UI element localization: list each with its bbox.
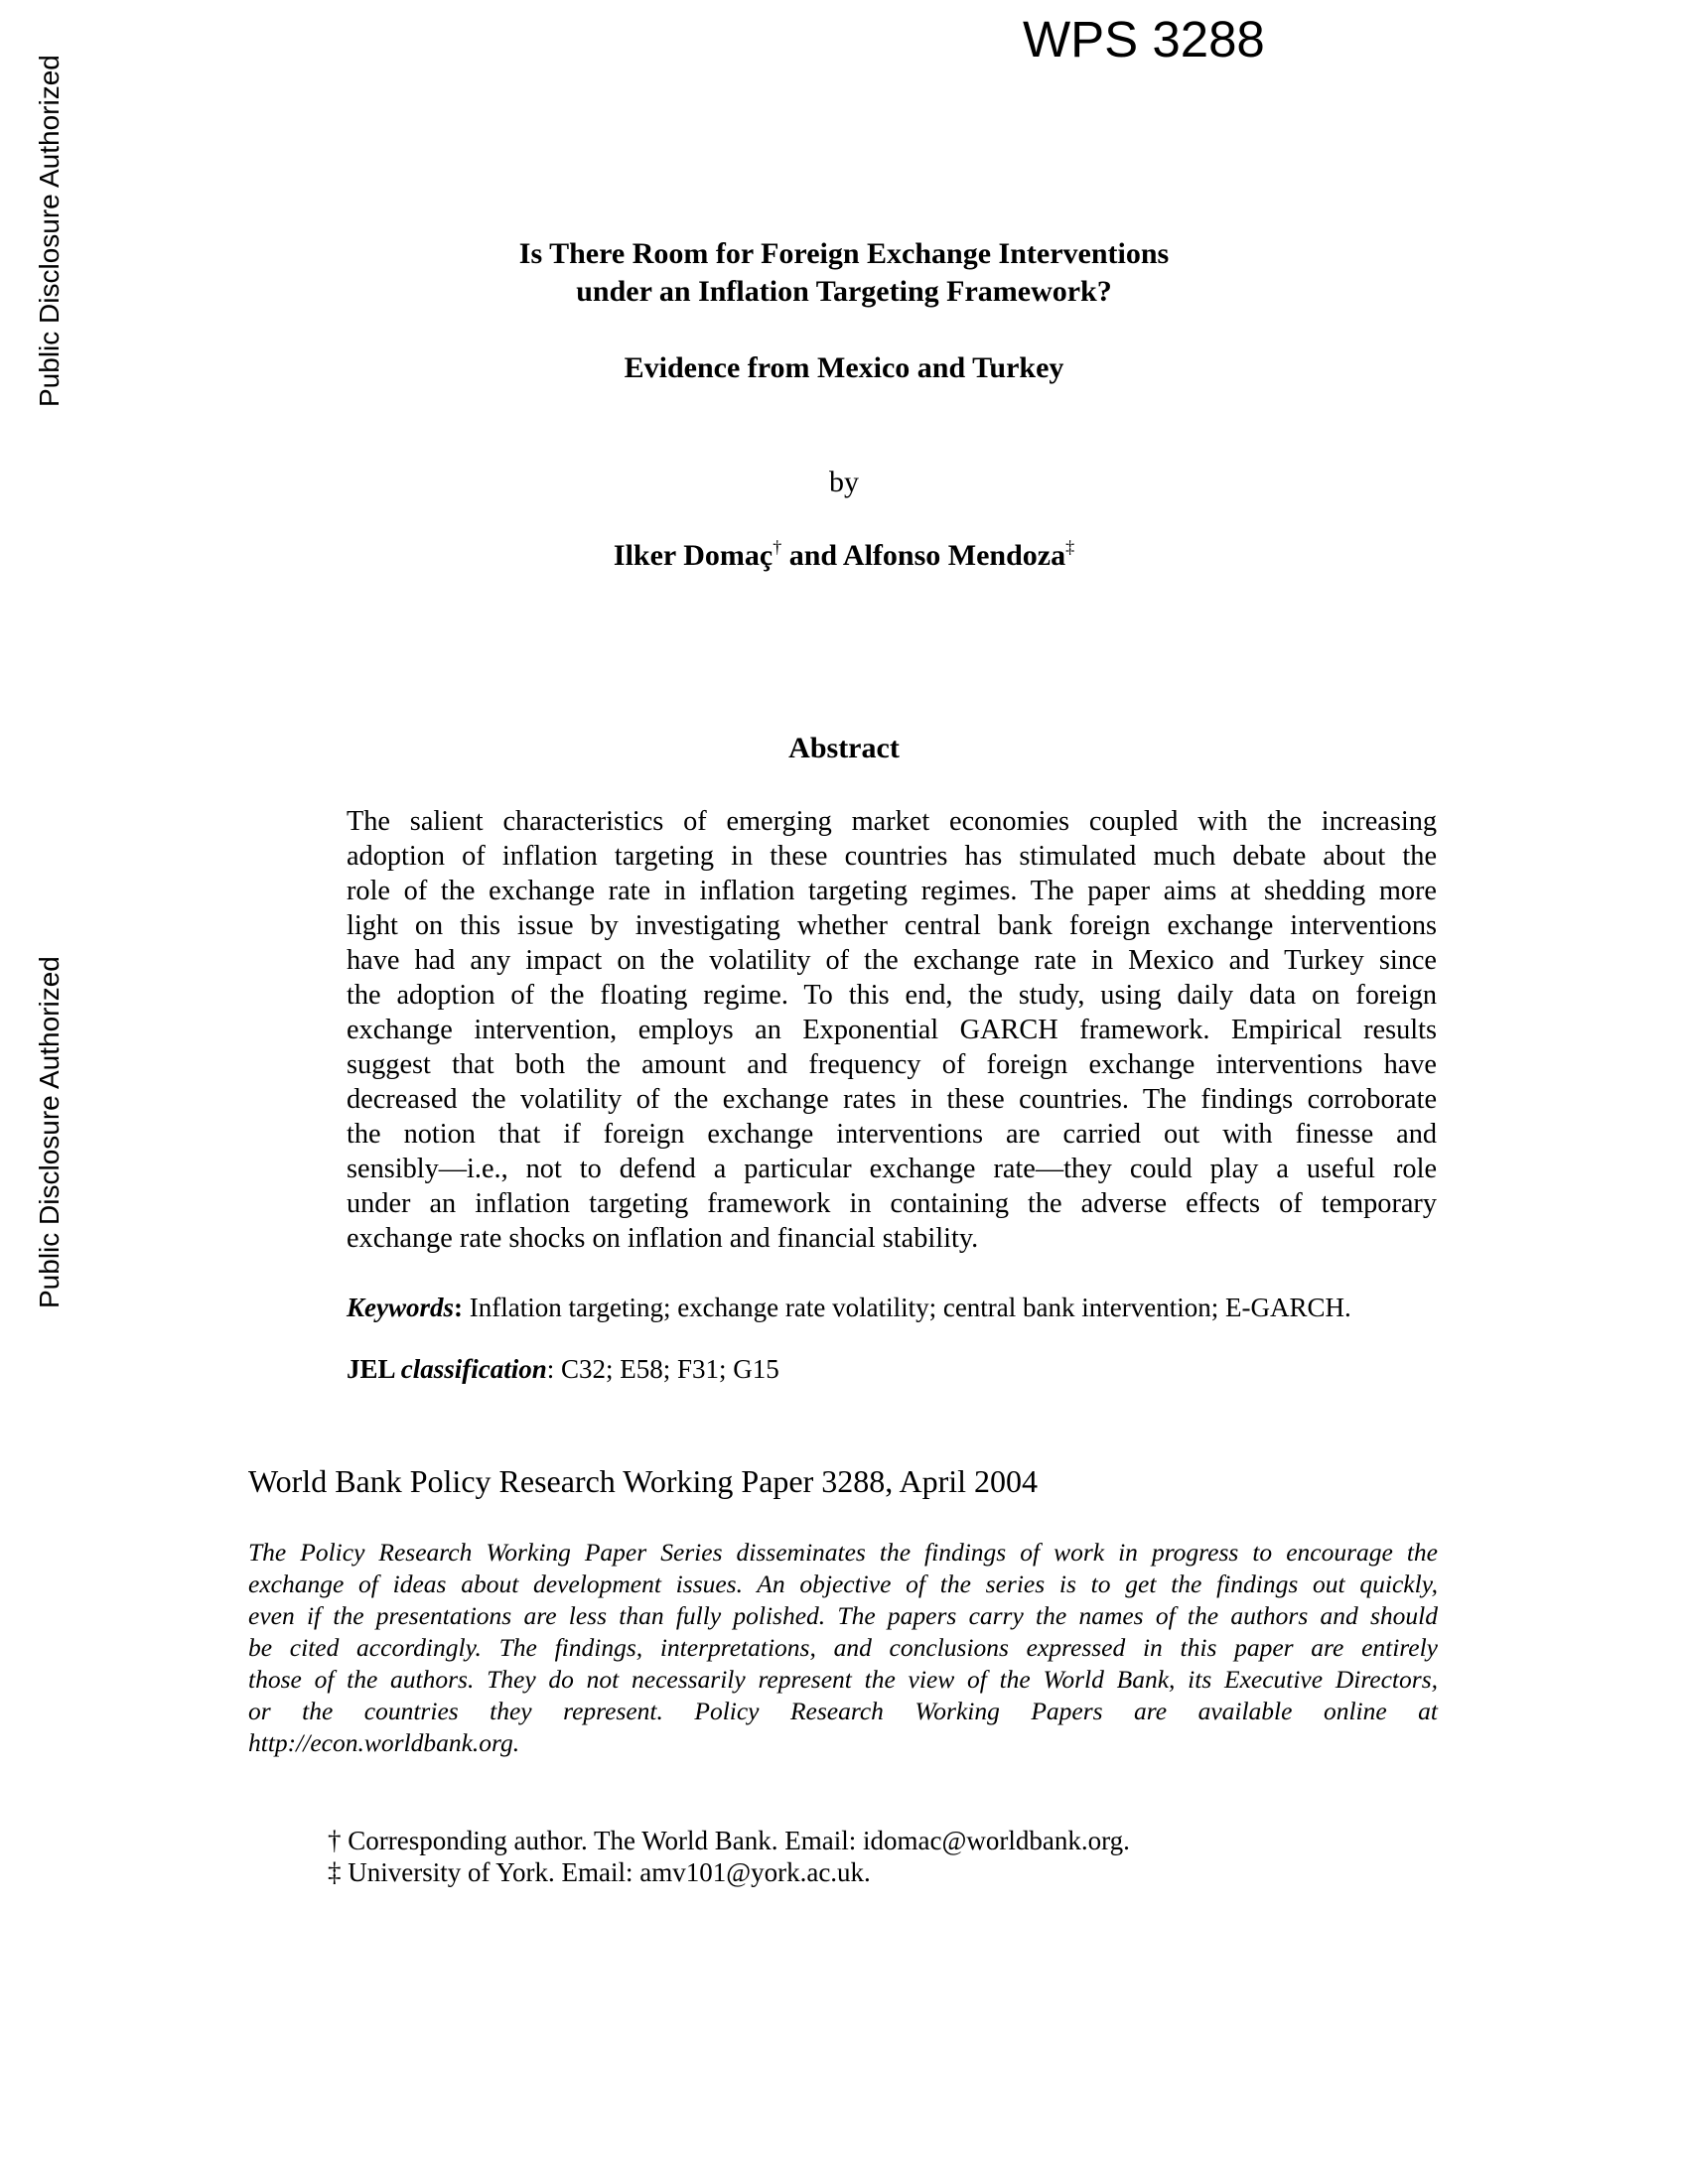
paper-subtitle: Evidence from Mexico and Turkey xyxy=(624,351,1064,384)
footnote-mark: † xyxy=(773,537,782,557)
disclaimer-line: be cited accordingly. The findings, interpretations, and conclusions expressed in this paper are entirely xyxy=(248,1633,1438,1662)
keywords-text: Inflation targeting; exchange rate volatility; central bank intervention; E-GARCH. xyxy=(463,1293,1351,1322)
jel-codes: : C32; E58; F31; G15 xyxy=(546,1354,779,1384)
disclaimer-line: or the countries they represent. Policy Research Working Papers are available online at xyxy=(248,1697,1438,1725)
author-name: Alfonso Mendoza xyxy=(842,539,1066,572)
side-label-public-disclosure: Public Disclosure Authorized xyxy=(34,956,65,1308)
abstract-heading: Abstract xyxy=(788,732,900,764)
abstract-line: adoption of inflation targeting in these countries has stimulated much debate about the xyxy=(347,841,1437,872)
jel-label-italic: classification xyxy=(400,1354,547,1384)
jel-line xyxy=(347,1352,779,1386)
abstract-line: The salient characteristics of emerging market economies coupled with the increasing xyxy=(347,806,1437,837)
abstract-line: exchange intervention, employs an Exponential GARCH framework. Empirical results xyxy=(347,1015,1437,1045)
abstract-line: sensibly—i.e., not to defend a particular exchange rate—they could play a useful role xyxy=(347,1154,1437,1184)
disclaimer-line: http://econ.worldbank.org. xyxy=(248,1728,520,1757)
abstract-line: role of the exchange rate in inflation targeting regimes. The paper aims at shedding more xyxy=(347,876,1437,906)
abstract-body xyxy=(347,804,1437,1256)
disclaimer-line: The Policy Research Working Paper Series disseminates the findings of work in progress to encourage the xyxy=(248,1538,1438,1567)
paper-title-line: under an Inflation Targeting Framework? xyxy=(576,275,1112,308)
abstract-line: light on this issue by investigating whether central bank foreign exchange interventions xyxy=(347,910,1437,941)
abstract-line: exchange rate shocks on inflation and financial stability. xyxy=(347,1223,979,1254)
footnote-corresponding-author: † Corresponding author. The World Bank. Email: idomac@worldbank.org. xyxy=(328,1826,1130,1855)
abstract-line: the adoption of the floating regime. To this end, the study, using daily data on foreign xyxy=(347,980,1437,1011)
abstract-line: have had any impact on the volatility of the exchange rate in Mexico and Turkey since xyxy=(347,945,1437,976)
keywords-colon: : xyxy=(454,1293,463,1322)
disclaimer-line: those of the authors. They do not necessarily represent the view of the World Bank, its Executive Directors, xyxy=(248,1665,1438,1694)
working-paper-line: World Bank Policy Research Working Paper 3288, April 2004 xyxy=(248,1463,1039,1499)
author-connector: and xyxy=(781,539,843,572)
side-label-public-disclosure: Public Disclosure Authorized xyxy=(34,55,65,407)
series-disclaimer xyxy=(248,1537,1438,1759)
report-number: WPS 3288 xyxy=(1023,11,1265,68)
footnote-second-author: ‡ University of York. Email: amv101@york.ac.uk. xyxy=(328,1857,871,1887)
paper-title-line: Is There Room for Foreign Exchange Interventions xyxy=(518,237,1170,270)
abstract-line: the notion that if foreign exchange interventions are carried out with finesse and xyxy=(347,1119,1437,1150)
keywords-line xyxy=(347,1291,1351,1324)
keywords-label: Keywords xyxy=(347,1293,454,1322)
footnote-mark: ‡ xyxy=(1065,537,1075,557)
authors xyxy=(248,537,1440,575)
disclaimer-line: exchange of ideas about development issues. An objective of the series is to get the findings out quickly, xyxy=(248,1570,1438,1598)
abstract-line: under an inflation targeting framework in containing the adverse effects of temporary xyxy=(347,1188,1437,1219)
abstract-line: suggest that both the amount and frequency of foreign exchange interventions have xyxy=(347,1049,1437,1080)
abstract-line: decreased the volatility of the exchange rates in these countries. The findings corroborate xyxy=(347,1084,1437,1115)
author-name: Ilker Domaç xyxy=(613,539,774,572)
disclaimer-line: even if the presentations are less than fully polished. The papers carry the names of the authors and should xyxy=(248,1601,1438,1630)
jel-label: JEL xyxy=(347,1354,401,1384)
byline-by: by xyxy=(829,466,859,498)
